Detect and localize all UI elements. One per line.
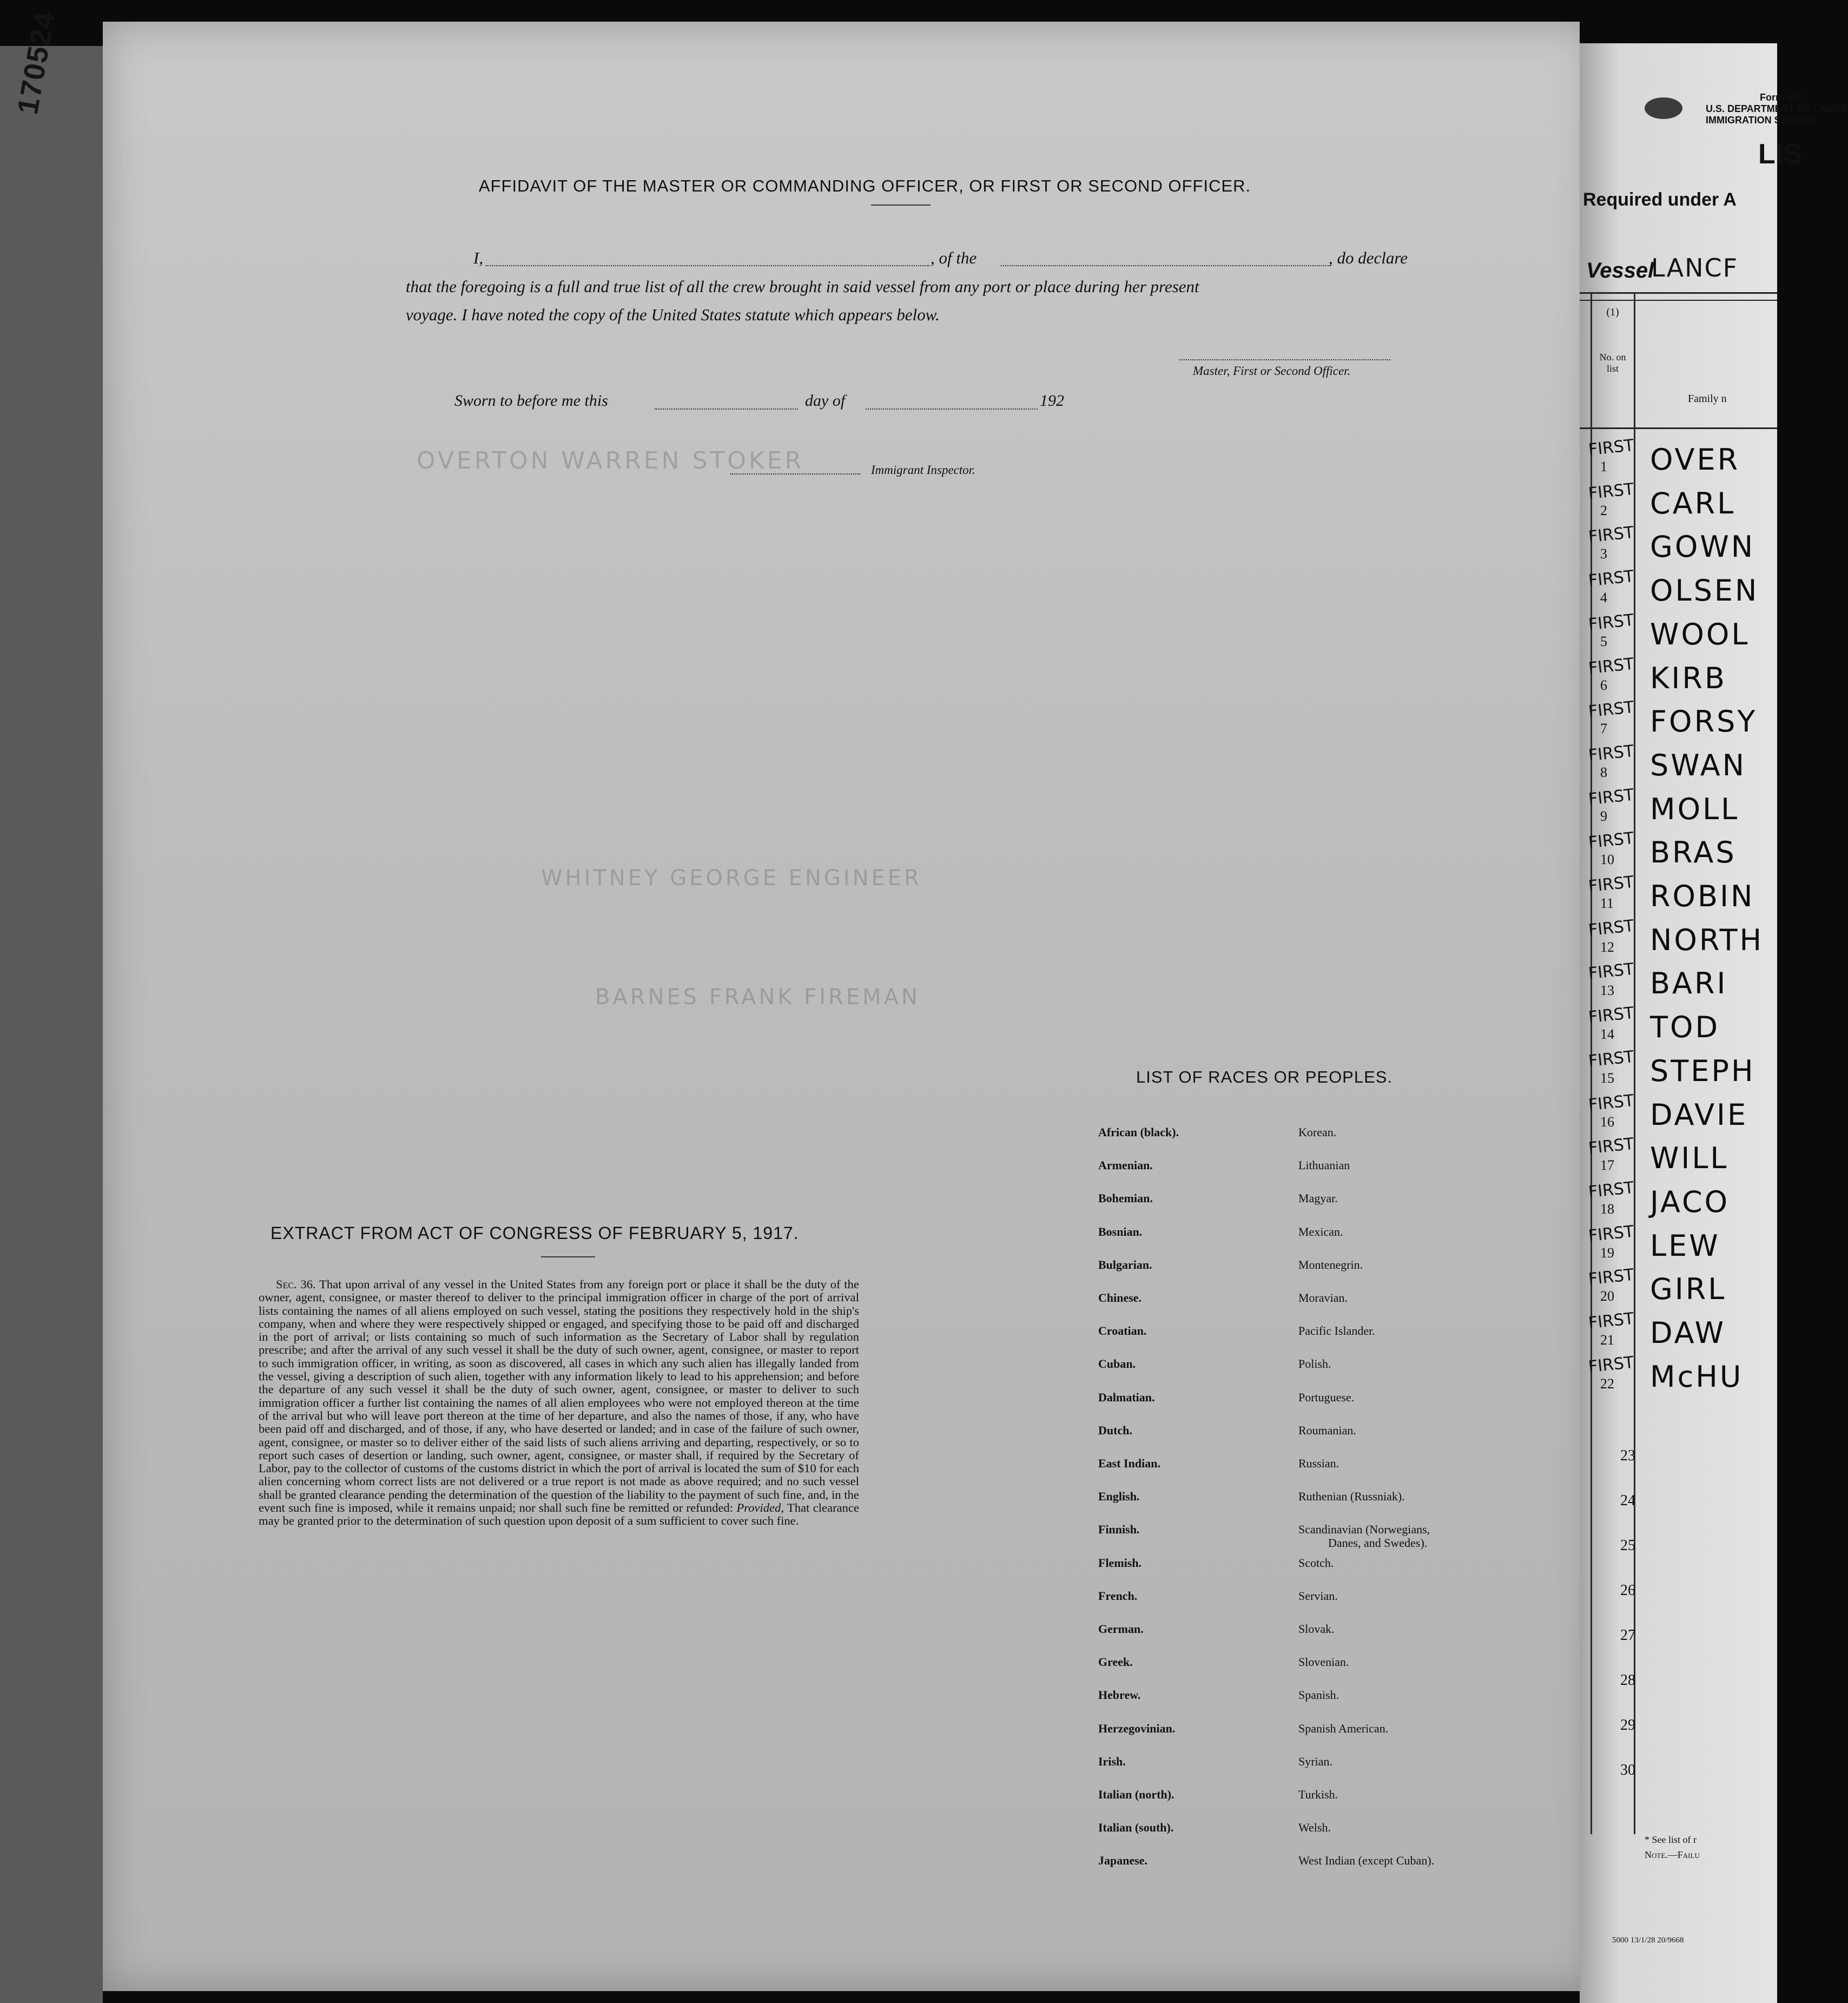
- day-of-label: day of: [805, 392, 846, 410]
- row-number: 26: [1620, 1582, 1635, 1599]
- row-number: 12: [1600, 939, 1614, 955]
- crew-family-name: MOLL: [1650, 792, 1740, 826]
- crew-family-name: BARI: [1650, 966, 1728, 1001]
- bleed-through-text: WHITNEY GEORGE ENGINEER: [541, 866, 922, 891]
- affidavit-of-the-label: , of the: [930, 248, 977, 267]
- crew-row: [1585, 1134, 1777, 1180]
- crew-row: [1585, 1178, 1777, 1224]
- class-mark: FIRST: [1587, 828, 1635, 853]
- race-item: Servian.: [1298, 1589, 1338, 1603]
- race-item: Finnish.: [1098, 1523, 1140, 1537]
- class-mark: FIRST: [1587, 1178, 1635, 1202]
- crew-row: [1585, 916, 1777, 962]
- crew-row: [1585, 1003, 1777, 1049]
- row-number: 2: [1600, 502, 1607, 518]
- class-mark: FIRST: [1587, 1134, 1635, 1158]
- extract-body: [259, 1278, 859, 1528]
- class-mark: FIRST: [1587, 1222, 1635, 1246]
- race-item: Bosnian.: [1098, 1224, 1143, 1238]
- race-item: Russian.: [1298, 1457, 1339, 1470]
- crew-row: [1585, 1265, 1777, 1311]
- race-item: Scotch.: [1298, 1556, 1334, 1570]
- race-item: Montenegrin.: [1298, 1257, 1363, 1271]
- crew-family-name: WOOL: [1650, 617, 1750, 651]
- crew-family-name: NORTH: [1650, 923, 1764, 957]
- col1-label: No. on list: [1599, 352, 1626, 374]
- row-number: 23: [1620, 1447, 1635, 1464]
- race-item: Danes, and Swedes).: [1328, 1536, 1428, 1550]
- affidavit-title: AFFIDAVIT OF THE MASTER OR COMMANDING OFFICER, OR FIRST OR SECOND OFFICER.: [479, 176, 1251, 195]
- row-number: 8: [1600, 764, 1607, 780]
- sworn-day-field[interactable]: [655, 408, 798, 410]
- class-mark: FIRST: [1587, 785, 1635, 809]
- row-number: 10: [1600, 852, 1614, 868]
- master-signature-field[interactable]: [1179, 359, 1390, 360]
- inspector-signature-field[interactable]: [730, 473, 860, 475]
- extract-title: EXTRACT FROM ACT OF CONGRESS OF FEBRUARY 5, 1917.: [270, 1223, 799, 1243]
- provided-text: That clearance may be granted prior to the determination of such question upon deposit of a sum sufficient to cover such fine.: [259, 1501, 859, 1528]
- race-item: Cuban.: [1098, 1357, 1136, 1371]
- crew-row: [1585, 828, 1777, 874]
- race-item: Bulgarian.: [1098, 1257, 1152, 1271]
- row-number: 6: [1600, 677, 1607, 693]
- class-mark: FIRST: [1587, 697, 1635, 722]
- race-item: Lithuanian: [1298, 1158, 1350, 1172]
- form-header: [1706, 92, 1848, 126]
- adjacent-manifest-page: [1580, 0, 1848, 2003]
- class-mark: FIRST: [1587, 872, 1635, 897]
- class-mark: FIRST: [1587, 1265, 1635, 1289]
- vessel-label: Vessel: [1586, 259, 1654, 282]
- vessel-name-field[interactable]: [1001, 265, 1331, 266]
- class-mark: FIRST: [1587, 1091, 1635, 1115]
- crew-family-name: LEW: [1650, 1228, 1720, 1263]
- row-number: 7: [1600, 721, 1607, 737]
- race-item: Chinese.: [1098, 1291, 1142, 1304]
- footnote: * See list of r: [1645, 1834, 1697, 1845]
- race-item: Slovak.: [1298, 1622, 1335, 1636]
- race-item: Moravian.: [1298, 1291, 1348, 1304]
- row-number: 27: [1620, 1627, 1635, 1644]
- row-number: 19: [1600, 1244, 1614, 1261]
- class-mark: FIRST: [1587, 741, 1635, 766]
- col2-label: Family n: [1688, 393, 1727, 405]
- race-item: Scandinavian (Norwegians,: [1298, 1523, 1430, 1537]
- crew-row: [1585, 1355, 1777, 1399]
- provided-label: Provided,: [736, 1501, 784, 1515]
- table-rule: [1580, 300, 1777, 301]
- row-number: 13: [1600, 983, 1614, 999]
- crew-row: [1585, 1047, 1777, 1093]
- crew-row: [1585, 438, 1777, 482]
- class-mark: FIRST: [1587, 654, 1635, 678]
- race-item: Roumanian.: [1298, 1423, 1356, 1437]
- ink-blot: [1645, 97, 1682, 119]
- crew-family-name: GIRL: [1650, 1272, 1727, 1307]
- row-number: 20: [1600, 1288, 1614, 1304]
- service-name: IMMIGRATION SERVICE: [1706, 115, 1817, 126]
- bleed-through-text: OVERTON WARREN STOKER: [417, 447, 804, 475]
- row-number: 14: [1600, 1026, 1614, 1043]
- affidavit-i-label: I,: [473, 248, 484, 267]
- row-number: 5: [1600, 633, 1607, 649]
- row-number: 15: [1600, 1070, 1614, 1086]
- race-item: Hebrew.: [1098, 1688, 1141, 1702]
- form-number: Form 680.: [1760, 92, 1806, 103]
- race-item: Dutch.: [1098, 1423, 1132, 1437]
- col1-number: (1): [1606, 306, 1619, 318]
- crew-family-name: TOD: [1650, 1010, 1720, 1045]
- crew-row: [1585, 962, 1777, 1005]
- row-number: 3: [1600, 546, 1607, 562]
- race-item: Dalmatian.: [1098, 1390, 1155, 1404]
- row-number: 18: [1600, 1201, 1614, 1217]
- crew-family-name: OVER: [1650, 443, 1740, 477]
- race-item: Italian (south).: [1098, 1821, 1174, 1835]
- race-item: Bohemian.: [1098, 1191, 1153, 1205]
- race-item: Spanish American.: [1298, 1721, 1389, 1735]
- affidavit-text-line: voyage. I have noted the copy of the United States statute which appears below.: [406, 305, 940, 324]
- row-number: 28: [1620, 1672, 1635, 1689]
- crew-row: [1585, 741, 1777, 787]
- race-item: Portuguese.: [1298, 1390, 1355, 1404]
- master-name-field[interactable]: [486, 265, 929, 266]
- print-code: 5000 13/1/28 20/9668: [1612, 1936, 1684, 1945]
- row-number: 4: [1600, 590, 1607, 606]
- required-under-text: Required under A: [1583, 189, 1737, 210]
- bleed-through-text: BARNES FRANK FIREMAN: [595, 985, 920, 1010]
- vessel-name-handwritten: LANCF: [1651, 253, 1739, 282]
- race-item: Armenian.: [1098, 1158, 1153, 1172]
- races-title: LIST OF RACES OR PEOPLES.: [1136, 1068, 1393, 1086]
- left-page-edge: [0, 8, 103, 2003]
- class-mark: FIRST: [1587, 960, 1635, 984]
- row-number: 1: [1600, 459, 1607, 475]
- race-item: Polish.: [1298, 1357, 1331, 1371]
- class-mark: FIRST: [1587, 566, 1635, 591]
- crew-row: [1585, 525, 1777, 569]
- crew-family-name: OLSEN: [1650, 574, 1759, 608]
- crew-row: [1585, 872, 1777, 918]
- race-item: Pacific Islander.: [1298, 1324, 1375, 1338]
- class-mark: FIRST: [1587, 436, 1635, 460]
- class-mark: FIRST: [1587, 523, 1635, 547]
- table-rule: [1580, 292, 1777, 294]
- row-number: 25: [1620, 1537, 1635, 1554]
- crew-family-name: CARL: [1650, 486, 1736, 520]
- class-mark: FIRST: [1587, 1047, 1635, 1071]
- crew-family-name: JACO: [1650, 1184, 1730, 1219]
- crew-family-name: DAW: [1650, 1316, 1726, 1350]
- crew-row: [1585, 610, 1777, 656]
- row-number: 16: [1600, 1113, 1614, 1130]
- row-number: 17: [1600, 1157, 1614, 1174]
- race-item: African (black).: [1098, 1125, 1179, 1139]
- race-item: German.: [1098, 1622, 1144, 1636]
- row-number: 9: [1600, 808, 1607, 824]
- scan-shadow: [1580, 0, 1777, 43]
- row-number: 30: [1620, 1762, 1635, 1778]
- crew-row: [1585, 566, 1777, 612]
- class-mark: FIRST: [1587, 1309, 1635, 1333]
- crew-row: [1585, 654, 1777, 700]
- race-item: Turkish.: [1298, 1788, 1338, 1801]
- manifest-title: LIS: [1758, 139, 1802, 170]
- race-item: Irish.: [1098, 1754, 1126, 1768]
- row-number: 24: [1620, 1492, 1635, 1509]
- crew-family-name: FORSY: [1650, 704, 1758, 739]
- crew-row: [1585, 1309, 1777, 1355]
- row-number: 22: [1600, 1375, 1614, 1392]
- race-item: Welsh.: [1298, 1821, 1331, 1835]
- class-mark: FIRST: [1587, 479, 1635, 503]
- crew-family-name: ROBIN: [1650, 879, 1755, 913]
- row-number: 11: [1600, 895, 1614, 911]
- crew-family-name: BRAS: [1650, 835, 1737, 870]
- extract-text: That upon arrival of any vessel in the United States from any foreign port or place it shall be the duty of the owner, agent, consignee, or master thereof to deliver to the principal immigration officer in charge of the port of arrival lists containing the names of all aliens employed on such vessel, stating the positions they respectively hold in the ship's company, when and where they were respectively shipped or engaged, and specifying those to be paid off and discharged in the port of arrival; or lists containing so much of such information as the Secretary of Labor shall by regulation prescribe; and after the arrival of any such vessel it shall be the duty of such owner, agent, consignee, or master to report to such immigration officer, in writing, as soon as discovered, all cases in which any such alien has illegally landed from the vessel, giving a description of such alien, together with any information likely to lead to his apprehension; and before the departure of any such vessel it shall be the duty of such owner, agent, consignee, or master to deliver to such immigration officer a further list containing the names of all alien employees who were not employed thereon at the time of the arrival but who will leave port thereon at the time of her departure, and also the names of those, if any, who have been paid off and discharged, and of those, if any, who have deserted or landed; and in case of the failure of such owner, agent, consignee, or master so to deliver either of the said lists of such aliens arriving and departing, respectively, or so to report such cases of desertion or landing, such owner, agent, consignee, or master shall, if required by the Secretary of Labor, pay to the collector of customs of the customs district in which the port of arrival is located the sum of $10 for each alien concerning whom correct lists are not delivered or a true report is not made as above required; and no such vessel shall be granted clearance pending the determination of the question of the liability to the payment of such fine, and, in the event such fine is imposed, while it remains unpaid; nor shall such fine be remitted or refunded:: [259, 1277, 859, 1515]
- sworn-label: Sworn to before me this: [454, 392, 608, 410]
- sworn-month-field[interactable]: [866, 408, 1038, 410]
- race-item: Korean.: [1298, 1125, 1337, 1139]
- department-name: U.S. DEPARTMENT OF LABOR: [1706, 103, 1848, 114]
- race-item: Herzegovinian.: [1098, 1721, 1176, 1735]
- crew-row: [1585, 785, 1777, 831]
- crew-family-name: KIRB: [1650, 661, 1727, 695]
- crew-family-name: STEPH: [1650, 1053, 1755, 1088]
- race-item: Mexican.: [1298, 1224, 1343, 1238]
- race-item: Spanish.: [1298, 1688, 1339, 1702]
- year-label: 192: [1040, 392, 1064, 410]
- crew-family-name: DAVIE: [1650, 1097, 1748, 1132]
- crew-family-name: SWAN: [1650, 748, 1747, 782]
- race-item: Ruthenian (Russniak).: [1298, 1490, 1405, 1504]
- affidavit-text-line: that the foregoing is a full and true list of all the crew brought in said vessel from any port or place during her present: [406, 277, 1199, 296]
- crew-row: [1585, 1224, 1777, 1268]
- stamp-number: 170524: [11, 8, 62, 117]
- race-item: Slovenian.: [1298, 1655, 1349, 1669]
- race-item: Croatian.: [1098, 1324, 1147, 1338]
- race-item: French.: [1098, 1589, 1138, 1603]
- affidavit-declare-label: , do declare: [1329, 248, 1408, 267]
- signature-caption: Master, First or Second Officer.: [1193, 364, 1351, 378]
- race-item: Greek.: [1098, 1655, 1133, 1669]
- crew-family-name: GOWN: [1650, 530, 1755, 564]
- race-item: East Indian.: [1098, 1457, 1160, 1470]
- row-number: 21: [1600, 1332, 1614, 1348]
- class-mark: FIRST: [1587, 1353, 1635, 1376]
- race-item: Italian (north).: [1098, 1788, 1174, 1801]
- crew-row: [1585, 697, 1777, 743]
- divider: [541, 1256, 595, 1257]
- race-item: West Indian (except Cuban).: [1298, 1854, 1435, 1868]
- class-mark: FIRST: [1587, 610, 1635, 635]
- footnote: Note.—Failu: [1645, 1849, 1700, 1860]
- section-label: Sec. 36.: [276, 1277, 316, 1291]
- table-rule: [1580, 427, 1777, 429]
- race-item: Flemish.: [1098, 1556, 1142, 1570]
- race-item: Japanese.: [1098, 1854, 1148, 1868]
- divider: [871, 205, 930, 206]
- inspector-caption: Immigrant Inspector.: [871, 463, 975, 477]
- crew-row: [1585, 1093, 1777, 1137]
- class-mark: FIRST: [1587, 916, 1635, 940]
- race-item: Magyar.: [1298, 1191, 1338, 1205]
- crew-row: [1585, 479, 1777, 525]
- race-item: Syrian.: [1298, 1754, 1332, 1768]
- crew-family-name: WILL: [1650, 1141, 1729, 1176]
- row-number: 29: [1620, 1717, 1635, 1734]
- class-mark: FIRST: [1587, 1003, 1635, 1027]
- race-item: English.: [1098, 1490, 1140, 1504]
- crew-family-name: McHU: [1650, 1359, 1744, 1394]
